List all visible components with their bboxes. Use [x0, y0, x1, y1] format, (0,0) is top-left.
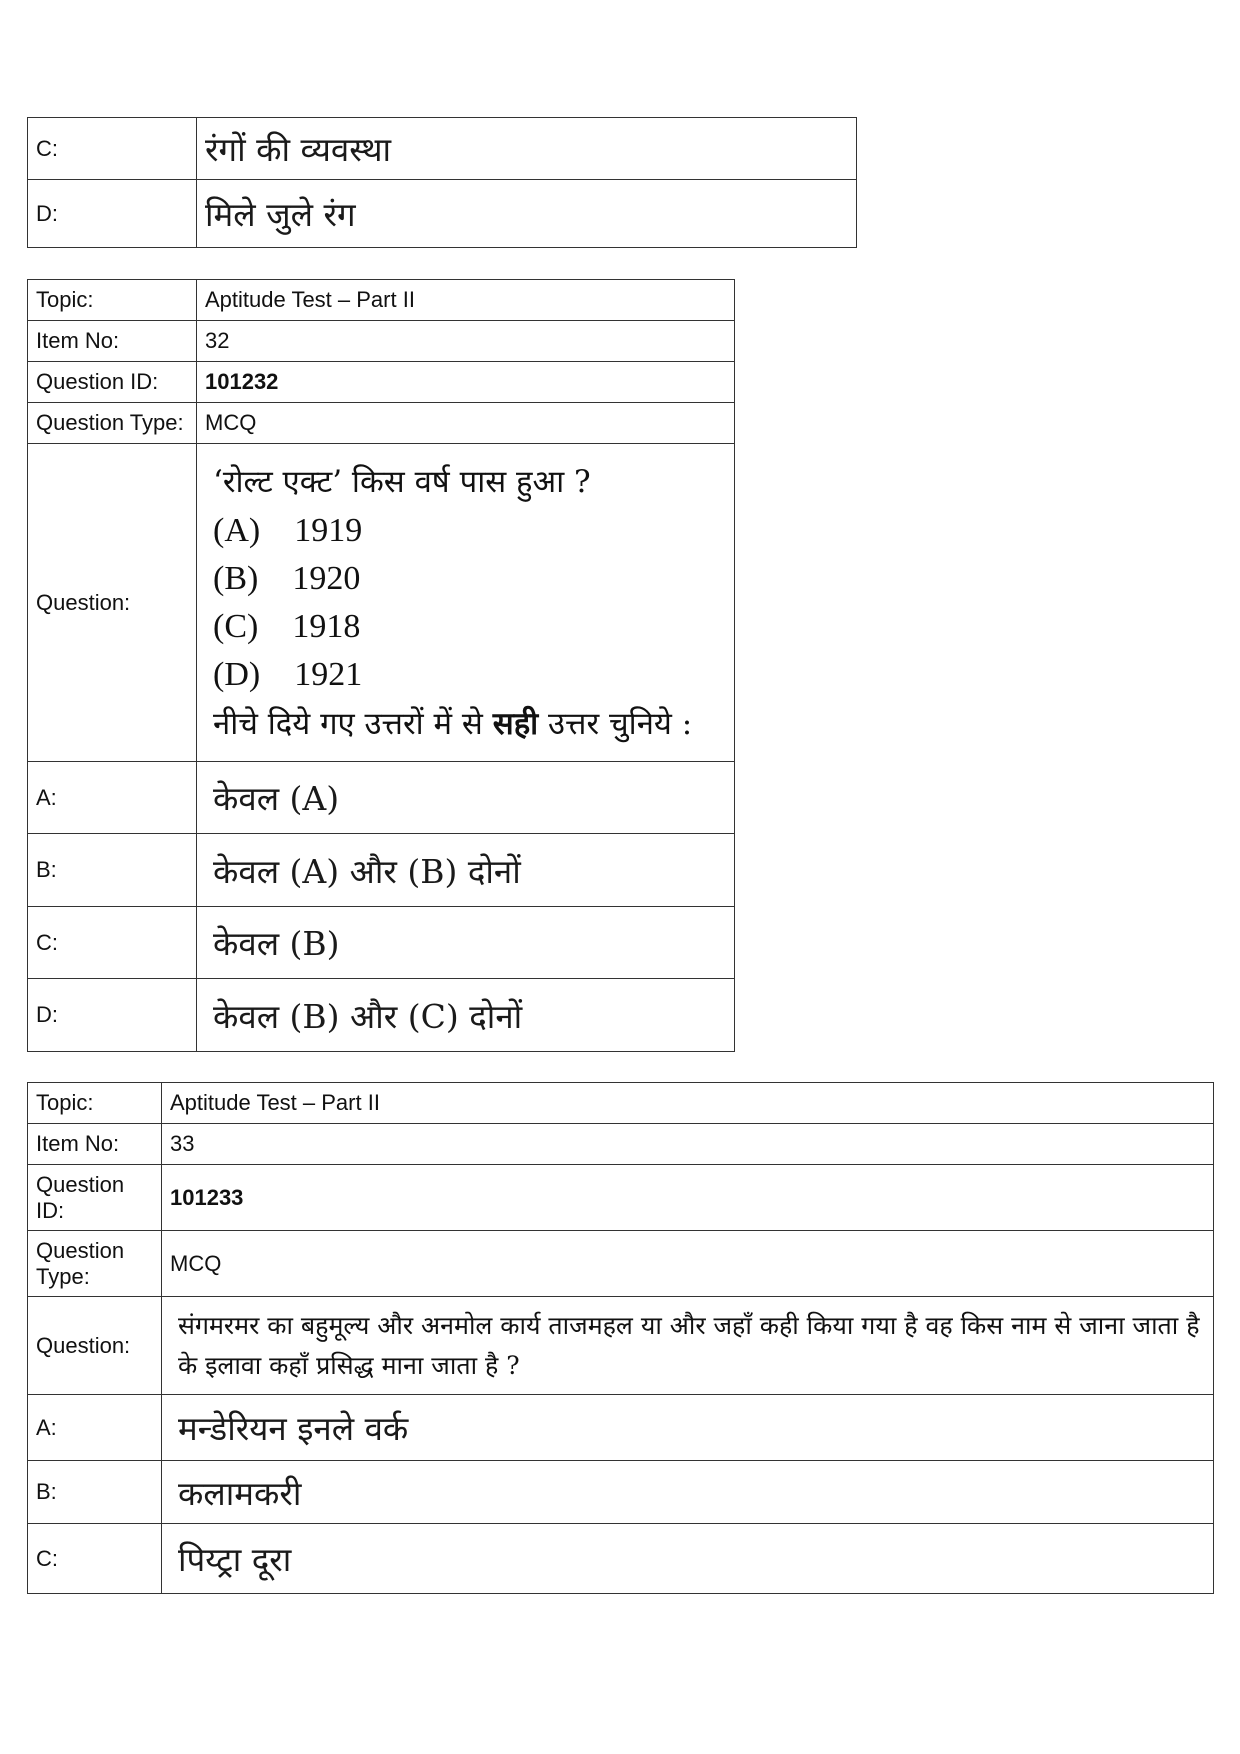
question-text: संगमरमर का बहुमूल्य और अनमोल कार्य ताजमहल या और जहाँ कही किया गया है वह किस नाम से जाना जाता है के इलावा कहाँ प्रसिद्ध माना जाता है ? [162, 1297, 1214, 1395]
topic-label: Topic: [28, 1083, 162, 1124]
table-row [28, 1461, 1214, 1524]
question-id-label: Question ID: [28, 362, 197, 403]
table-row [28, 362, 735, 403]
question-type-value: MCQ [162, 1231, 1214, 1297]
option-text: रंगों की व्यवस्था [197, 118, 857, 180]
question-id-value: 101233 [162, 1165, 1214, 1231]
option-text: पिय्ट्रा दूरा [162, 1524, 1214, 1594]
option-label: A: [28, 762, 197, 834]
table-row [28, 1165, 1214, 1231]
statement-d: (D) 1921 [213, 655, 363, 693]
table-row [28, 403, 735, 444]
option-text: केवल (B) और (C) दोनों [197, 979, 735, 1052]
table-row [28, 1524, 1214, 1594]
option-label: B: [28, 1461, 162, 1524]
question-table-item-32 [27, 279, 735, 1052]
option-text: मन्डेरियन इनले वर्क [162, 1395, 1214, 1461]
question-id-value: 101232 [197, 362, 735, 403]
option-text: कलामकरी [162, 1461, 1214, 1524]
option-label: B: [28, 834, 197, 907]
table-row [28, 1231, 1214, 1297]
table-row [28, 834, 735, 907]
table-row [28, 1124, 1214, 1165]
option-text: मिले जुले रंग [197, 180, 857, 248]
question-stem: ‘रोल्ट एक्ट’ किस वर्ष पास हुआ ? [213, 463, 591, 500]
table-row [28, 180, 857, 248]
table-row [28, 907, 735, 979]
option-label: A: [28, 1395, 162, 1461]
question-type-label: Question Type: [28, 1231, 162, 1297]
option-text: केवल (A) और (B) दोनों [197, 834, 735, 907]
table-row [28, 1395, 1214, 1461]
question-table-item-33 [27, 1082, 1214, 1594]
statement-c: (C) 1918 [213, 607, 361, 645]
table-row [28, 1297, 1214, 1395]
statement-b: (B) 1920 [213, 559, 361, 597]
topic-value: Aptitude Test – Part II [162, 1083, 1214, 1124]
partial-question-table [27, 117, 857, 248]
item-no-label: Item No: [28, 1124, 162, 1165]
option-text: केवल (A) [197, 762, 735, 834]
question-label: Question: [28, 1297, 162, 1395]
topic-label: Topic: [28, 280, 197, 321]
option-label: C: [28, 1524, 162, 1594]
option-label: C: [28, 907, 197, 979]
question-id-label: Question ID: [28, 1165, 162, 1231]
statement-a: (A) 1919 [213, 511, 363, 549]
table-row [28, 979, 735, 1052]
question-type-value: MCQ [197, 403, 735, 444]
topic-value: Aptitude Test – Part II [197, 280, 735, 321]
table-row [28, 1083, 1214, 1124]
table-row [28, 762, 735, 834]
option-label: D: [28, 180, 197, 248]
question-content [197, 444, 735, 762]
item-no-value: 32 [197, 321, 735, 362]
option-text: केवल (B) [197, 907, 735, 979]
question-type-label: Question Type: [28, 403, 197, 444]
answer-instruction: नीचे दिये गए उत्तरों में से सही उत्तर चुनिये : [213, 705, 693, 742]
option-label: C: [28, 118, 197, 180]
item-no-value: 33 [162, 1124, 1214, 1165]
table-row [28, 321, 735, 362]
question-label: Question: [28, 444, 197, 762]
option-label: D: [28, 979, 197, 1052]
table-row [28, 444, 735, 762]
table-row [28, 280, 735, 321]
item-no-label: Item No: [28, 321, 197, 362]
table-row [28, 118, 857, 180]
